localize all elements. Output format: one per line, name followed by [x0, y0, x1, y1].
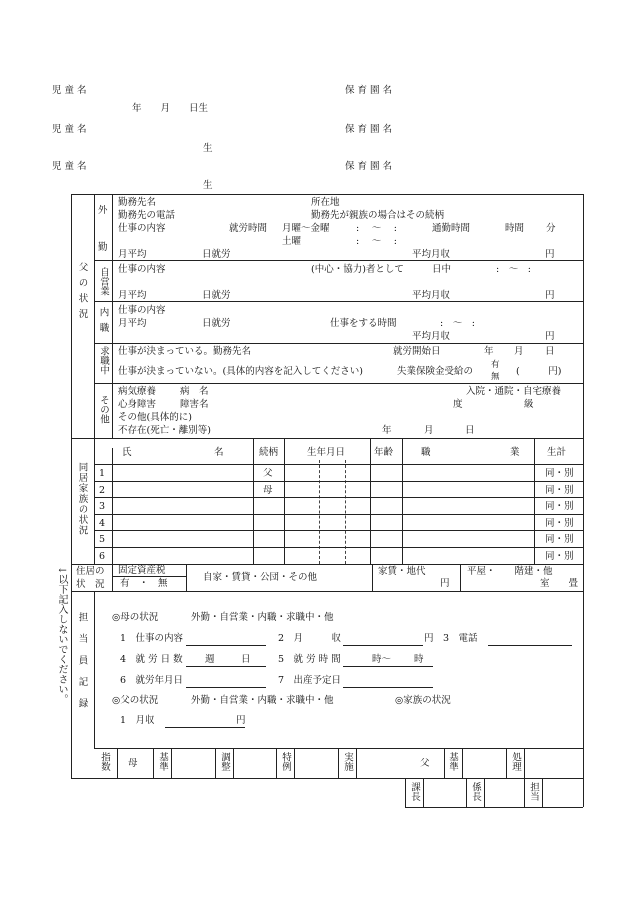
col-livelihood: 生計 — [547, 447, 567, 458]
row-no: 3 — [99, 501, 106, 512]
father-status-options: 外勤・自営業・内職・求職中・他 — [191, 695, 334, 706]
home-time: : ～ : — [440, 318, 475, 329]
row-livelihood: 同・別 — [545, 501, 574, 512]
commute-hours-unit: 時間 — [505, 223, 525, 234]
child-name-label-3: 児 童 名 — [52, 161, 87, 172]
staff-hour2: 時 — [414, 654, 424, 665]
home-job-label: 仕事の内容 — [118, 305, 166, 316]
father-status-label: ◎父の状況 — [112, 695, 159, 706]
nursery-name-label-1: 保 育 園 名 — [345, 85, 393, 96]
staff-item-1: 1 仕事の内容 — [120, 633, 184, 644]
mother-status-options: 外勤・自営業・内職・求職中・他 — [191, 612, 334, 623]
row-no: 4 — [99, 518, 106, 529]
disability-label: 心身障害 — [118, 399, 157, 410]
side-note: ↓以下記入しないでください。 — [56, 566, 67, 705]
household-section-label: 同居家族の状況 — [76, 462, 88, 536]
row-livelihood: 同・別 — [545, 551, 574, 562]
col-birth: 生年月日 — [307, 447, 346, 458]
chief-label: 課長 — [408, 782, 420, 801]
special-label: 特例 — [279, 752, 291, 771]
relation-label: 勤務先が親族の場合はその続柄 — [311, 210, 445, 221]
staff-item-4: 4 就 労 日 数 — [120, 654, 183, 665]
child-name-label-1: 児 童 名 — [52, 85, 87, 96]
home-income-label: 平均月収 — [412, 331, 451, 342]
unemployment-yes: 有 — [491, 360, 500, 370]
disability-name-label: 障害名 — [180, 399, 209, 410]
mother-label: 母 — [128, 758, 138, 769]
staff-hour: 時～ — [372, 654, 392, 665]
saturday-time: : ～ : — [356, 236, 397, 247]
father-section-label: 父の状況 — [76, 262, 88, 324]
staff-item-2: 2 月 収 — [278, 633, 342, 644]
process-label: 処理 — [509, 752, 521, 771]
rent-yen: 円 — [440, 578, 450, 589]
job-decided-label: 仕事が決まっている。勤務先名 — [118, 346, 252, 357]
rooms-label: 室 畳 — [540, 578, 579, 589]
nursery-name-label-3: 保 育 園 名 — [345, 161, 393, 172]
absence-year: 年 — [382, 425, 392, 436]
standard-label-2: 基準 — [446, 752, 458, 771]
hospital-type-label: 入院・通院・自宅療養 — [466, 386, 562, 397]
yen-label: 円 — [545, 249, 555, 260]
start-year: 年 — [484, 346, 494, 357]
unemployment-label: 失業保険金受給の — [397, 366, 474, 377]
col-job-a: 職 — [421, 447, 431, 458]
monthly-avg-label: 月平均 — [118, 249, 147, 260]
residence-label-b: 状 況 — [76, 579, 105, 590]
hours-label: 就労時間 — [229, 223, 268, 234]
self-daytime-label: 日中 — [432, 264, 452, 275]
row-livelihood: 同・別 — [545, 534, 574, 545]
row-no: 5 — [99, 534, 106, 545]
row-no: 6 — [99, 551, 106, 562]
grade-label: 度 — [453, 399, 463, 410]
staff-record-label: 担当員記録 — [76, 612, 88, 720]
level-label: 級 — [524, 399, 534, 410]
birth-label-2: 生 — [203, 143, 213, 154]
staff-item-6: 6 就労年月日 — [120, 675, 184, 686]
birth-label-1: 年 月 日生 — [132, 103, 209, 114]
avg-income-label: 平均月収 — [412, 249, 451, 260]
staff-item-5: 5 就 労 時 間 — [278, 654, 341, 665]
absence-label: 不存在(死亡・離別等) — [118, 425, 211, 436]
self-income-label: 平均月収 — [412, 290, 451, 301]
rent-label: 家賃・地代 — [378, 566, 426, 577]
commute-min-unit: 分 — [546, 223, 556, 234]
job-content-label: 仕事の内容 — [118, 223, 166, 234]
weekday-time: : ～ : — [356, 223, 397, 234]
residence-types: 自家・賃貸・公団・その他 — [203, 572, 318, 583]
staff-yen: 円 — [424, 633, 434, 644]
mother-status-label: ◎母の状況 — [112, 612, 159, 623]
location-label: 所在地 — [311, 197, 340, 208]
birth-label-3: 生 — [203, 180, 213, 191]
illness-label: 病気療養 — [118, 386, 157, 397]
staff-income-yen: 円 — [236, 715, 246, 726]
impl-label: 実施 — [341, 752, 353, 771]
col-age: 年齢 — [374, 447, 394, 458]
job-seeking-label: 求職中 — [97, 346, 109, 375]
row-livelihood: 同・別 — [545, 518, 574, 529]
weekday-label: 月曜～金曜 — [282, 223, 330, 234]
days-work-label: 日就労 — [202, 249, 231, 260]
row-relation: 父 — [263, 468, 273, 479]
self-avg-label: 月平均 — [118, 290, 147, 301]
in-charge-label: 担当 — [527, 782, 539, 801]
work-start-label: 就労開始日 — [393, 346, 441, 357]
family-status-label: ◎家族の状況 — [395, 695, 451, 706]
staff-item-7: 7 出産予定日 — [278, 675, 342, 686]
commute-label: 通勤時間 — [432, 223, 471, 234]
self-job-label: 仕事の内容 — [118, 264, 166, 275]
staff-income-label: 1 月収 — [120, 715, 155, 726]
other-label: その他 — [97, 395, 109, 424]
home-days-label: 日就労 — [202, 318, 231, 329]
self-role-label: (中心・協力)者として — [311, 264, 404, 275]
adjust-label: 調整 — [218, 752, 230, 771]
staff-day: 日 — [241, 654, 251, 665]
self-days-label: 日就労 — [202, 290, 231, 301]
row-livelihood: 同・別 — [545, 468, 574, 479]
nursery-name-label-2: 保 育 園 名 — [345, 124, 393, 135]
unemployment-no: 無 — [491, 372, 500, 382]
col-name-b: 名 — [214, 447, 224, 458]
self-employed-label: 自営業 — [97, 267, 109, 296]
staff-week: 週 — [205, 654, 215, 665]
outside-label-bottom: 勤 — [98, 242, 108, 253]
standard-label-1: 基準 — [156, 752, 168, 771]
index-label: 指数 — [98, 752, 110, 771]
residence-label-a: 住居の — [76, 566, 105, 577]
start-day: 日 — [545, 346, 555, 357]
property-tax-label: 固定資産税 — [118, 565, 166, 576]
home-avg-label: 月平均 — [118, 318, 147, 329]
home-yen-label: 円 — [545, 331, 555, 342]
sub-chief-label: 係長 — [469, 782, 481, 801]
child-name-label-2: 児 童 名 — [52, 124, 87, 135]
property-tax-options: 有 ・ 無 — [120, 578, 168, 589]
saturday-label: 土曜 — [282, 236, 302, 247]
job-undecided-label: 仕事が決まっていない。(具体的内容を記入してください) — [118, 366, 363, 377]
outside-label-top: 外 — [98, 205, 108, 216]
house-type-label: 平屋・ 階建・他 — [467, 566, 553, 577]
self-time: : ～ : — [496, 264, 531, 275]
staff-item-3: 3 電話 — [443, 633, 478, 644]
absence-month: 月 — [424, 425, 434, 436]
home-work-label: 内職 — [97, 307, 109, 338]
row-relation: 母 — [263, 485, 273, 496]
other-specific-label: その他(具体的に) — [118, 412, 192, 423]
row-livelihood: 同・別 — [545, 485, 574, 496]
disease-name-label: 病 名 — [180, 386, 209, 397]
self-yen-label: 円 — [545, 290, 555, 301]
workplace-label: 勤務先名 — [118, 197, 157, 208]
home-hours-label: 仕事をする時間 — [330, 318, 397, 329]
workplace-phone-label: 勤務先の電話 — [118, 210, 176, 221]
unemployment-amount: ( 円) — [516, 366, 562, 377]
row-no: 2 — [99, 485, 106, 496]
absence-day: 日 — [465, 425, 475, 436]
father-label: 父 — [420, 758, 430, 769]
row-no: 1 — [99, 468, 106, 479]
start-month: 月 — [514, 346, 524, 357]
col-job-b: 業 — [510, 447, 520, 458]
col-name-a: 氏 — [122, 447, 132, 458]
col-relation: 続柄 — [259, 447, 279, 458]
